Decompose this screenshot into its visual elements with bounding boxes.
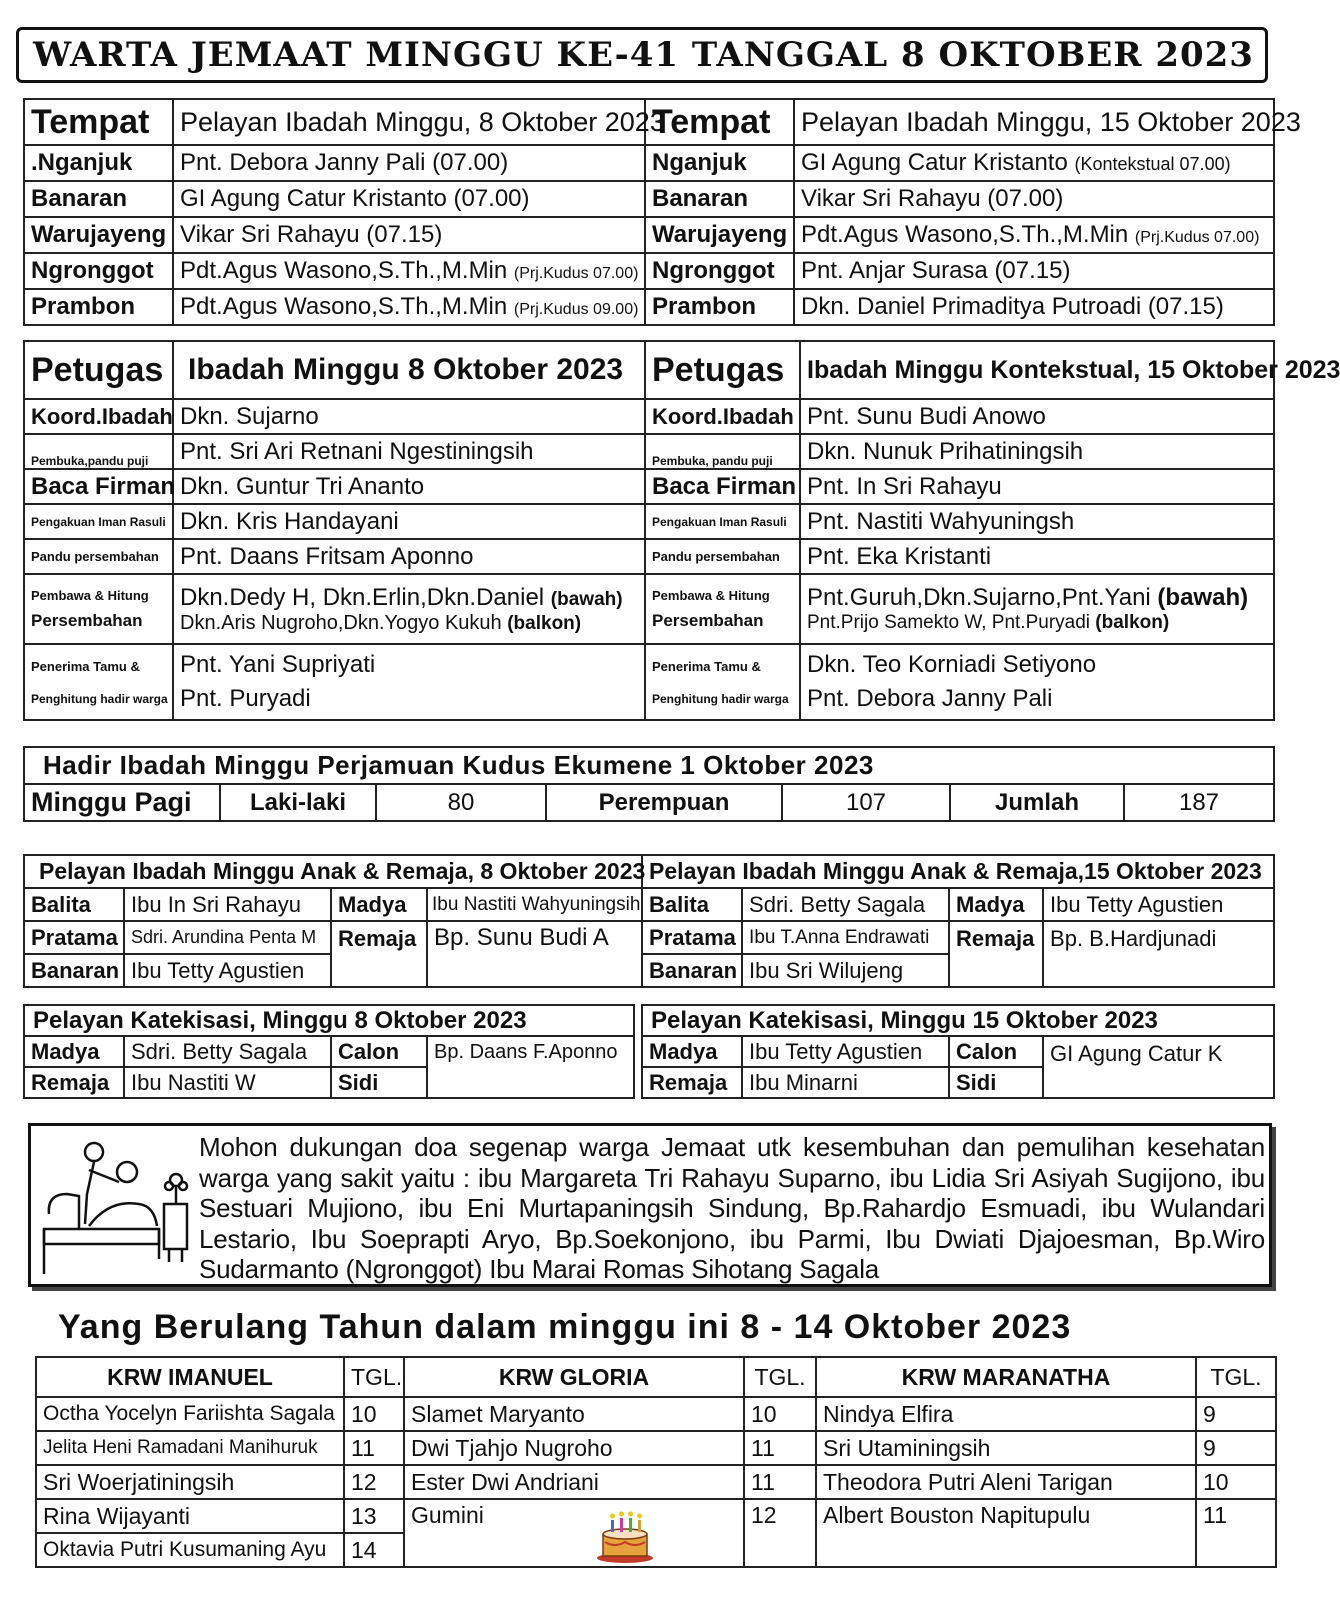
birthday-date: 11	[744, 1431, 816, 1465]
attendance-table	[23, 746, 1275, 822]
table-row	[24, 574, 1274, 644]
officer: Dkn.Dedy H, Dkn.Erlin,Dkn.Daniel (bawah) Dkn.Aris Nugroho,Dkn.Yogyo Kukuh (balkon)	[173, 574, 645, 644]
teacher: Ibu Nastiti Wahyuningsih	[427, 888, 642, 921]
header-ibadah-15: Ibadah Minggu Kontekstual, 15 Oktober 2023	[800, 341, 1274, 399]
table-row	[24, 217, 1274, 253]
teacher: Bp. Sunu Budi A	[427, 921, 642, 987]
page-title	[16, 27, 1268, 83]
officer: Dkn. Kris Handayani	[173, 504, 645, 539]
officer: Pnt. Sri Ari Retnani Ngestiningsih	[173, 434, 645, 469]
table-row	[24, 644, 1274, 720]
birthday-date: 11	[1196, 1499, 1276, 1567]
catechism-table-15	[641, 1004, 1275, 1099]
petugas-table	[23, 340, 1340, 721]
birthday-date: 12	[744, 1499, 816, 1567]
table-row	[24, 399, 1274, 434]
officer: Pnt. Sunu Budi Anowo	[800, 399, 1274, 434]
minister: GI Agung Catur Kristanto (Kontekstual 07.00)	[794, 145, 1274, 181]
header-pelayan-8: Pelayan Ibadah Minggu, 8 Oktober 2023	[173, 99, 645, 145]
group-imanuel: KRW IMANUEL	[36, 1357, 344, 1397]
class-label: Pratama	[24, 921, 124, 954]
teacher: GI Agung Catur K	[1043, 1036, 1274, 1098]
class-label: Pratama	[642, 921, 742, 954]
role-label: Pembawa & Hitung Persembahan	[645, 574, 800, 644]
role-label: Baca Firman	[645, 469, 800, 504]
male-label: Laki-laki	[220, 784, 376, 821]
teacher: Ibu Sri Wilujeng	[742, 954, 949, 987]
header-petugas: Petugas	[645, 341, 800, 399]
place: Banaran	[24, 181, 173, 217]
birthday-name: Sri Woerjatiningsih	[36, 1465, 344, 1499]
attendance-title: Hadir Ibadah Minggu Perjamuan Kudus Ekumene 1 Oktober 2023	[24, 747, 1274, 784]
birthday-name: Sri Utaminingsih	[816, 1431, 1196, 1465]
group-maranatha: KRW MARANATHA	[816, 1357, 1196, 1397]
birthday-title: Yang Berulang Tahun dalam minggu ini 8 - 14 Oktober 2023	[58, 1308, 1072, 1346]
table-row	[36, 1397, 1276, 1431]
minister: Pnt. Anjar Surasa (07.15)	[794, 253, 1274, 289]
class-label: Madya	[642, 1036, 742, 1067]
total-label: Jumlah	[950, 784, 1124, 821]
table-row	[24, 181, 1274, 217]
teacher: Ibu Tetty Agustien	[742, 1036, 949, 1067]
role-label: Pembawa & Hitung Persembahan	[24, 574, 173, 644]
class-label: Banaran	[24, 954, 124, 987]
tgl-header: TGL.	[1196, 1357, 1276, 1397]
birthday-date: 10	[1196, 1465, 1276, 1499]
group-gloria: KRW GLORIA	[404, 1357, 744, 1397]
officer: Pnt. Eka Kristanti	[800, 539, 1274, 574]
birthday-name: Octha Yocelyn Fariishta Sagala	[36, 1397, 344, 1431]
birthday-date: 12	[344, 1465, 404, 1499]
role-label: Pengakuan Iman Rasuli	[24, 504, 173, 539]
teacher: Ibu T.Anna Endrawati	[742, 921, 949, 954]
prayer-request-box	[28, 1123, 1272, 1287]
officer: Pnt. Yani Supriyati Pnt. Puryadi	[173, 644, 645, 720]
header-tempat: Tempat	[24, 99, 173, 145]
birthday-date: 11	[344, 1431, 404, 1465]
class-label: Banaran	[642, 954, 742, 987]
birthday-name: Gumini	[411, 1502, 484, 1528]
teacher: Ibu Tetty Agustien	[1043, 888, 1274, 921]
birthday-date: 14	[344, 1533, 404, 1567]
male-count: 80	[376, 784, 546, 821]
page-title-text: WARTA JEMAAT MINGGU KE-41 TANGGAL 8 OKTOBER 2023	[33, 35, 1254, 75]
table-row	[36, 1465, 1276, 1499]
table-row	[24, 1036, 634, 1067]
officer: Dkn. Guntur Tri Ananto	[173, 469, 645, 504]
class-label: Remaja	[24, 1067, 124, 1098]
birthday-name: Slamet Maryanto	[404, 1397, 744, 1431]
teacher: Ibu Tetty Agustien	[124, 954, 331, 987]
place: Banaran	[645, 181, 794, 217]
class-label: Calon	[949, 1036, 1043, 1067]
female-label: Perempuan	[546, 784, 782, 821]
birthday-date: 10	[344, 1397, 404, 1431]
class-label: Madya	[949, 888, 1043, 921]
officer: Pnt. In Sri Rahayu	[800, 469, 1274, 504]
class-label: Sidi	[331, 1067, 427, 1098]
birthday-cell	[404, 1499, 744, 1567]
birthday-date: 10	[744, 1397, 816, 1431]
role-label: Pandu persembahan	[645, 539, 800, 574]
minister: Vikar Sri Rahayu (07.00)	[794, 181, 1274, 217]
teacher: Sdri. Betty Sagala	[124, 1036, 331, 1067]
sick-bed-icon	[39, 1134, 189, 1279]
class-label: Remaja	[949, 921, 1043, 987]
teacher: Bp. B.Hardjunadi	[1043, 921, 1274, 987]
place: Warujayeng	[24, 217, 173, 253]
header-ibadah-8: Ibadah Minggu 8 Oktober 2023	[173, 341, 645, 399]
role-label: Koord.Ibadah	[645, 399, 800, 434]
female-count: 107	[782, 784, 950, 821]
role-label: Penerima Tamu & Penghitung hadir warga	[645, 644, 800, 720]
birthday-date: 9	[1196, 1397, 1276, 1431]
catechism-title-8: Pelayan Katekisasi, Minggu 8 Oktober 2023	[24, 1005, 634, 1036]
table-row	[24, 504, 1274, 539]
teacher: Ibu Minarni	[742, 1067, 949, 1098]
catechism-table-8	[23, 1004, 635, 1099]
birthday-name: Albert Bouston Napitupulu	[816, 1499, 1196, 1567]
teacher: Ibu Nastiti W	[124, 1067, 331, 1098]
children-title-8: Pelayan Ibadah Minggu Anak & Remaja, 8 Oktober 2023	[24, 855, 642, 888]
teacher: Ibu In Sri Rahayu	[124, 888, 331, 921]
table-row	[24, 539, 1274, 574]
header-pelayan-15: Pelayan Ibadah Minggu, 15 Oktober 2023	[794, 99, 1274, 145]
class-label: Madya	[331, 888, 427, 921]
birthday-name: Jelita Heni Ramadani Manihuruk	[36, 1431, 344, 1465]
role-label: Pengakuan Iman Rasuli	[645, 504, 800, 539]
teacher: Bp. Daans F.Aponno	[427, 1036, 634, 1098]
children-title-15: Pelayan Ibadah Minggu Anak & Remaja,15 Oktober 2023	[642, 855, 1274, 888]
officer: Pnt.Guruh,Dkn.Sujarno,Pnt.Yani (bawah) Pnt.Prijo Samekto W, Pnt.Puryadi (balkon)	[800, 574, 1274, 644]
place: Nganjuk	[645, 145, 794, 181]
birthday-name: Oktavia Putri Kusumaning Ayu	[36, 1533, 344, 1567]
tgl-header: TGL.	[744, 1357, 816, 1397]
class-label: Balita	[642, 888, 742, 921]
teacher: Sdri. Arundina Penta M	[124, 921, 331, 954]
place: Ngronggot	[24, 253, 173, 289]
table-row	[36, 1499, 1276, 1533]
session-label: Minggu Pagi	[24, 784, 220, 821]
minister: Pdt.Agus Wasono,S.Th.,M.Min (Prj.Kudus 09.00)	[173, 289, 645, 325]
table-row	[24, 888, 1274, 921]
place: Warujayeng	[645, 217, 794, 253]
pelayan-table	[23, 98, 1301, 326]
header-petugas: Petugas	[24, 341, 173, 399]
minister: Vikar Sri Rahayu (07.15)	[173, 217, 645, 253]
minister: Pdt.Agus Wasono,S.Th.,M.Min (Prj.Kudus 07.00)	[173, 253, 645, 289]
place: Ngronggot	[645, 253, 794, 289]
table-row	[24, 784, 1274, 821]
officer: Dkn. Teo Korniadi Setiyono Pnt. Debora Janny Pali	[800, 644, 1274, 720]
officer: Dkn. Sujarno	[173, 399, 645, 434]
birthday-name: Theodora Putri Aleni Tarigan	[816, 1465, 1196, 1499]
birthday-date: 13	[344, 1499, 404, 1533]
birthday-name: Nindya Elfira	[816, 1397, 1196, 1431]
birthday-date: 9	[1196, 1431, 1276, 1465]
birthday-name: Ester Dwi Andriani	[404, 1465, 744, 1499]
table-row	[24, 469, 1274, 504]
role-label: Baca Firman	[24, 469, 173, 504]
place: Prambon	[24, 289, 173, 325]
class-label: Sidi	[949, 1067, 1043, 1098]
prayer-request-text: Mohon dukungan doa segenap warga Jemaat utk kesembuhan dan pemulihan kesehatan warga yang sakit yaitu : ibu Margareta Tri Rahayu Suparno, ibu Lidia Sri Asiyah Sugijono, ibu Sestuari Mujiono, ibu Eni Murtapaningsih Sindung, Bp.Rahardjo Esmuadi, ibu Wulandari Lestario, Ibu Soeprapti Aryo, Bp.Soekonjono, ibu Parmi, Ibu Dwiati Djajoesman, Bp.Wiro Sudarmanto (Ngronggot) Ibu Marai Romas Sihotang Sagala	[199, 1132, 1265, 1284]
class-label: Remaja	[331, 921, 427, 987]
role-label: Koord.Ibadah	[24, 399, 173, 434]
officer: Pnt. Nastiti Wahyuningsh	[800, 504, 1274, 539]
birthday-cake-icon	[595, 1506, 655, 1564]
table-row	[24, 289, 1274, 325]
minister: Pnt. Debora Janny Pali (07.00)	[173, 145, 645, 181]
class-label: Remaja	[642, 1067, 742, 1098]
table-row	[24, 434, 1274, 469]
class-label: Calon	[331, 1036, 427, 1067]
role-label: Pembuka,pandu puji	[24, 434, 173, 469]
birthday-name: Dwi Tjahjo Nugroho	[404, 1431, 744, 1465]
minister: Pdt.Agus Wasono,S.Th.,M.Min (Prj.Kudus 07.00)	[794, 217, 1274, 253]
officer: Pnt. Daans Fritsam Aponno	[173, 539, 645, 574]
tgl-header: TGL.	[344, 1357, 404, 1397]
catechism-title-15: Pelayan Katekisasi, Minggu 15 Oktober 2023	[642, 1005, 1274, 1036]
role-label: Pandu persembahan	[24, 539, 173, 574]
table-row	[24, 253, 1274, 289]
role-label: Pembuka, pandu puji	[645, 434, 800, 469]
place: .Nganjuk	[24, 145, 173, 181]
minister: Dkn. Daniel Primaditya Putroadi (07.15)	[794, 289, 1274, 325]
role-label: Penerima Tamu & Penghitung hadir warga	[24, 644, 173, 720]
total-count: 187	[1124, 784, 1274, 821]
officer: Dkn. Nunuk Prihatiningsih	[800, 434, 1274, 469]
birthday-name: Rina Wijayanti	[36, 1499, 344, 1533]
class-label: Madya	[24, 1036, 124, 1067]
header-tempat: Tempat	[645, 99, 794, 145]
birthday-date: 11	[744, 1465, 816, 1499]
table-row	[24, 921, 1274, 954]
class-label: Balita	[24, 888, 124, 921]
teacher: Sdri. Betty Sagala	[742, 888, 949, 921]
table-row	[642, 1036, 1274, 1067]
table-row	[24, 145, 1274, 181]
birthday-table	[35, 1356, 1277, 1568]
children-service-table	[23, 854, 1275, 988]
table-row	[36, 1431, 1276, 1465]
minister: GI Agung Catur Kristanto (07.00)	[173, 181, 645, 217]
place: Prambon	[645, 289, 794, 325]
